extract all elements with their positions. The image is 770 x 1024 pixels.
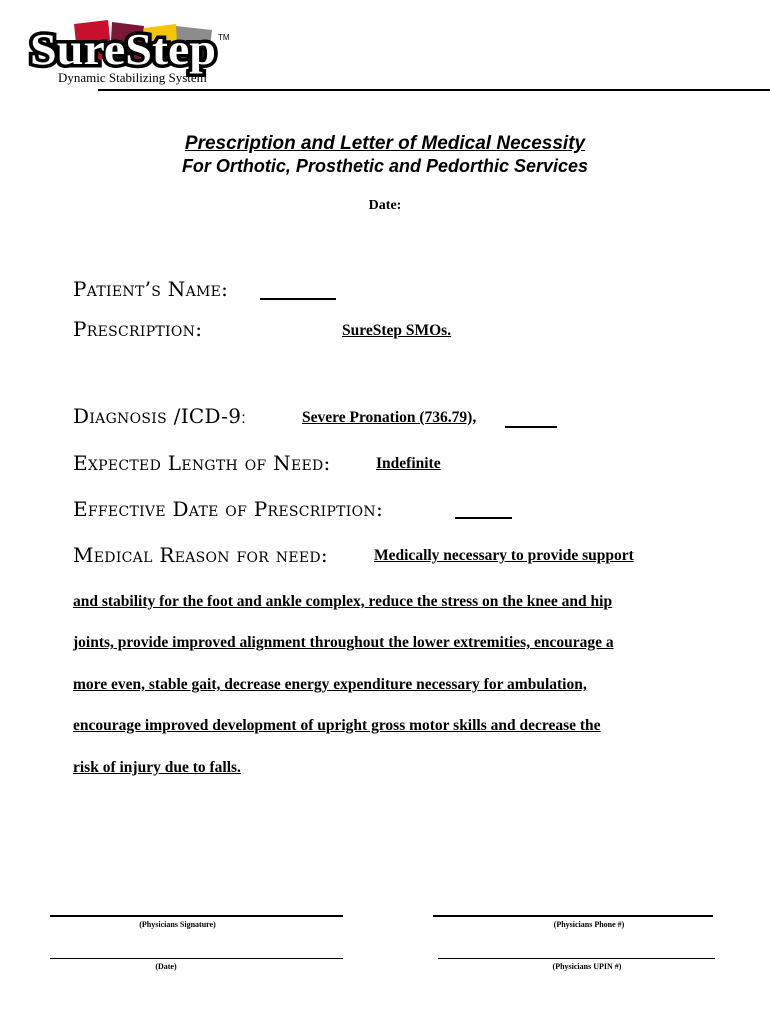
diagnosis-value: Severe Pronation (736.79), <box>302 409 477 426</box>
diagnosis-blank <box>505 426 557 428</box>
medical-reason-line: encourage improved development of upright gross motor skills and decrease the <box>73 717 601 734</box>
medical-reason-line: and stability for the foot and ankle complex, reduce the stress on the knee and hip <box>73 593 613 610</box>
date-label: Date: <box>368 198 402 213</box>
physician-signature-line <box>50 915 343 917</box>
physician-upin-line <box>438 958 715 959</box>
logo-brand-text: SureStep <box>30 25 216 74</box>
date-signature-label: (Date) <box>155 962 177 971</box>
diagnosis-label-text: Diagnosis /ICD-9 <box>73 404 242 428</box>
length-of-need-value: Indefinite <box>376 455 441 472</box>
surestep-logo <box>26 18 230 88</box>
effective-date-label: Effective Date of Prescription: <box>73 497 384 521</box>
logo-tagline: Dynamic Stabilizing System <box>58 70 207 85</box>
header-rule <box>98 89 770 91</box>
effective-date-blank <box>455 517 512 519</box>
medical-reason-line: more even, stable gait, decrease energy expenditure necessary for ambulation, <box>73 676 587 693</box>
prescription-value: SureStep SMOs. <box>342 322 452 339</box>
physician-upin-label: (Physicians UPIN #) <box>552 962 622 971</box>
document-subtitle: For Orthotic, Prosthetic and Pedorthic Services <box>181 156 589 176</box>
prescription-label: Prescription: <box>73 317 203 341</box>
physician-signature-label: (Physicians Signature) <box>139 920 216 929</box>
medical-reason-line: joints, provide improved alignment throughout the lower extremities, encourage a <box>73 634 614 651</box>
document-title: Prescription and Letter of Medical Necessity <box>184 133 586 154</box>
logo-trademark: TM <box>218 33 230 42</box>
diagnosis-label <box>73 404 246 428</box>
diagnosis-label-colon: : <box>241 410 247 427</box>
physician-phone-line <box>433 915 713 917</box>
date-line <box>50 958 343 959</box>
medical-reason-line: Medically necessary to provide support <box>374 547 634 564</box>
medical-reason-line: risk of injury due to falls. <box>73 759 241 776</box>
physician-phone-label: (Physicians Phone #) <box>553 920 625 929</box>
patient-name-label: Patient’s Name: <box>73 277 229 301</box>
logo-graphic <box>26 18 226 78</box>
length-of-need-label: Expected Length of Need: <box>73 451 331 475</box>
patient-name-blank <box>260 298 336 300</box>
medical-reason-label: Medical Reason for need: <box>73 543 328 567</box>
